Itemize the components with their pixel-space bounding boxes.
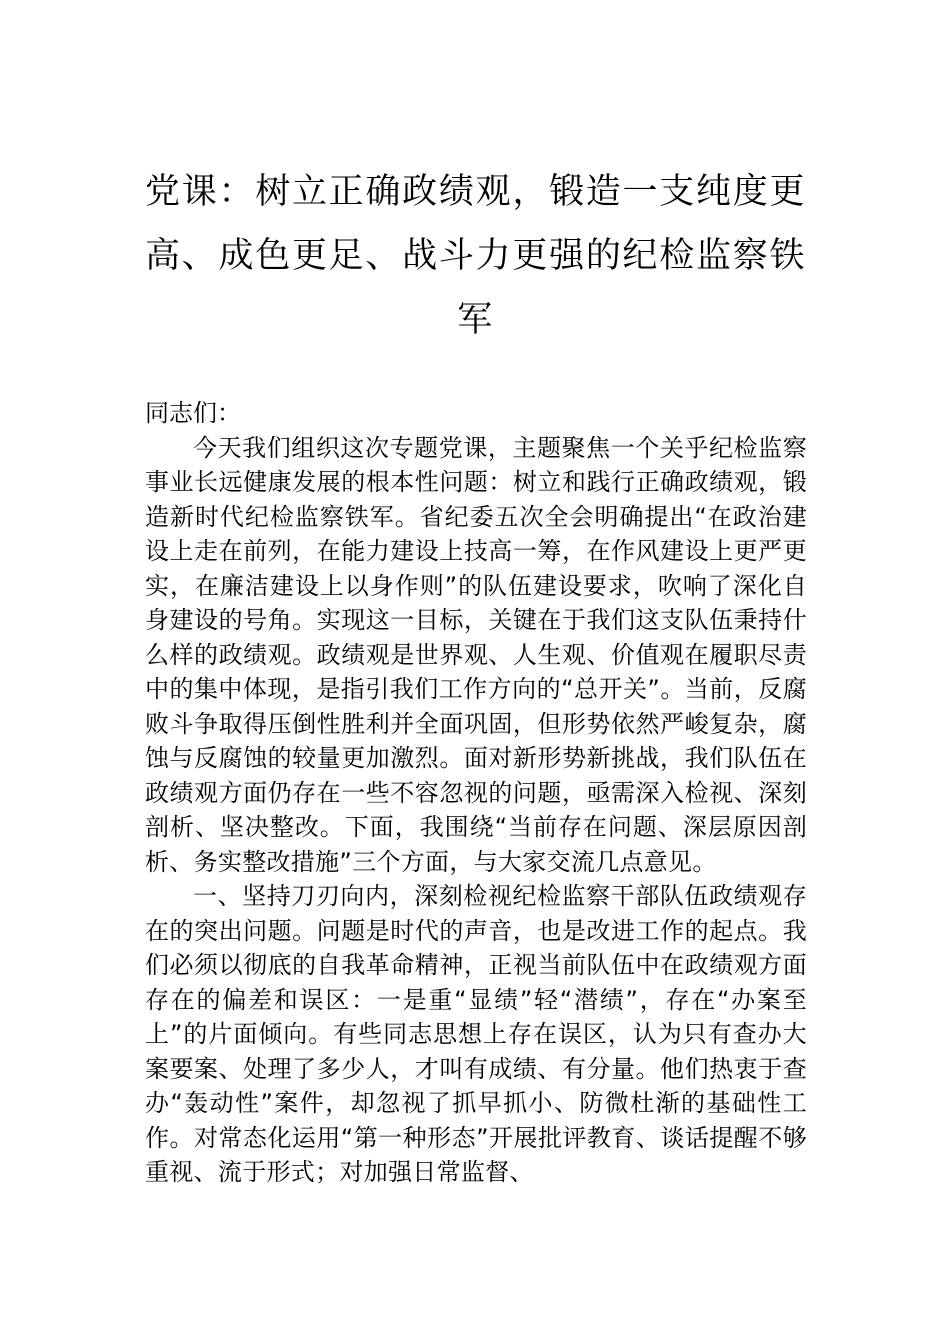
paragraph-section-one: 一、坚持刀刃向内，深刻检视纪检监察干部队伍政绩观存在的突出问题。问题是时代的声音，也是改进工作的起点。我们必须以彻底的自我革命精神，正视当前队伍中在政绩观方面存在的偏差和误区：一是重“显绩”轻“潜绩”，存在“办案至上”的片面倾向。有些同志思想上存在误区，认为只有查办大案要案、处理了多少人，才叫有成绩、有分量。他们热衷于查办“轰动性”案件，却忽视了抓早抓小、防微杜渐的基础性工作。对常态化运用“第一种形态”开展批评教育、谈话提醒不够重视、流于形式；对加强日常监督、	[145, 882, 807, 1186]
document-title: 党课：树立正确政绩观，锻造一支纯度更高、成色更足、战斗力更强的纪检监察铁军	[145, 172, 805, 340]
paragraph-intro: 今天我们组织这次专题党课，主题聚焦一个关乎纪检监察事业长远健康发展的根本性问题：树立和践行正确政绩观，锻造新时代纪检监察铁军。省纪委五次全会明确提出“在政治建设上走在前列，在能力建设上技高一筹，在作风建设上更严更实，在廉洁建设上以身作则”的队伍建设要求，吹响了深化自身建设的号角。实现这一目标，关键在于我们这支队伍秉持什么样的政绩观。政绩观是世界观、人生观、价值观在履职尽责中的集中体现，是指引我们工作方向的“总开关”。当前，反腐败斗争取得压倒性胜利并全面巩固，但形势依然严峻复杂，腐蚀与反腐蚀的较量更加激烈。面对新形势新挑战，我们队伍在政绩观方面仍存在一些不容忽视的问题，亟需深入检视、深刻剖析、坚决整改。下面，我围绕“当前存在问题、深层原因剖析、务实整改措施”三个方面，与大家交流几点意见。	[145, 433, 807, 876]
salutation: 同志们：	[145, 399, 241, 427]
document-body	[145, 396, 807, 1190]
